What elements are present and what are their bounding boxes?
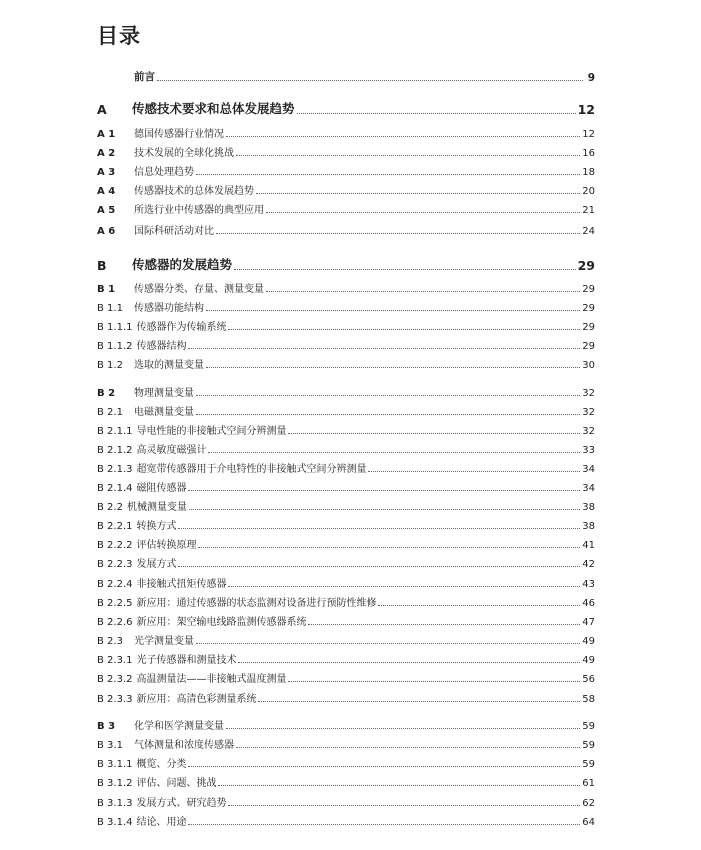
- toc-entry-label: 非接触式扭矩传感器: [136, 579, 227, 590]
- toc-entry-number: B: [97, 258, 107, 273]
- toc-entry-label: 物理测量变量: [134, 388, 194, 399]
- toc-entry[interactable]: [97, 754, 595, 770]
- dot-leader: [256, 193, 580, 194]
- dot-leader: [218, 785, 580, 786]
- toc-entry-number: A 2: [97, 148, 116, 159]
- toc-entry-number: B 1.1.1: [97, 322, 133, 333]
- toc-entry-page: 29: [582, 322, 595, 333]
- toc-entry-label: 新应用：高清色彩测量系统: [136, 694, 257, 705]
- toc-entry-page: 32: [582, 426, 595, 437]
- dot-leader: [198, 547, 580, 548]
- toc-entry-label: 机械测量变量: [126, 502, 187, 513]
- toc-entry-number: B 2: [97, 388, 116, 399]
- toc-entry[interactable]: [97, 593, 595, 609]
- toc-entry-label: 转换方式: [136, 521, 177, 532]
- toc-entry-page: 42: [582, 559, 595, 570]
- dot-leader: [188, 490, 580, 491]
- toc-entry-label: 传感技术要求和总体发展趋势: [132, 101, 295, 116]
- toc-entry-label: 高灵敏度磁强计: [136, 445, 207, 456]
- toc-entry-number: B 2.3.1: [97, 655, 133, 666]
- toc-entry-page: 20: [582, 186, 595, 197]
- toc-entry[interactable]: [97, 669, 595, 685]
- toc-entry-label: 德国传感器行业情况: [134, 129, 224, 140]
- toc-entry[interactable]: [97, 181, 595, 197]
- toc-entry-number: B 1.1: [97, 303, 123, 314]
- dot-leader: [234, 269, 576, 270]
- toc-entry-number: B 3.1: [97, 740, 123, 751]
- toc-entry[interactable]: [97, 97, 595, 117]
- dot-leader: [288, 433, 580, 434]
- toc-entry-page: 16: [582, 148, 595, 159]
- toc-entry-page: 12: [582, 129, 595, 140]
- toc-entry-number: B 1: [97, 284, 116, 295]
- toc-entry[interactable]: [97, 317, 595, 333]
- toc-entry-page: 49: [582, 636, 595, 647]
- toc-entry-page: 34: [582, 483, 595, 494]
- toc-entry-label: 传感器作为传输系统: [136, 322, 227, 333]
- toc-entry[interactable]: [97, 650, 595, 666]
- toc-entry-page: 47: [582, 617, 595, 628]
- toc-entry-page: 41: [582, 540, 595, 551]
- toc-entry[interactable]: [97, 421, 595, 437]
- toc-entry-label: 评估、问题、挑战: [136, 778, 217, 789]
- toc-entry-page: 21: [582, 205, 595, 216]
- toc-entry-number: B 1.1.2: [97, 341, 133, 352]
- toc-entry-page: 33: [582, 445, 595, 456]
- toc-entry[interactable]: [97, 459, 595, 475]
- toc-entry-number: B 3.1.3: [97, 798, 133, 809]
- toc-entry-label: 信息处理趋势: [134, 167, 194, 178]
- toc-entry-label: 超宽带传感器用于介电特性的非接触式空间分辨测量: [136, 464, 367, 475]
- page-title: 目录: [97, 24, 141, 48]
- dot-leader: [226, 728, 580, 729]
- toc-entry-label: 传感器功能结构: [134, 303, 204, 314]
- toc-entry-label: 新应用：通过传感器的状态监测对设备进行预防性维修: [136, 598, 377, 609]
- toc-entry-number: B 3.1.4: [97, 817, 133, 828]
- toc-entry-page: 9: [587, 72, 595, 84]
- toc-entry-page: 59: [582, 759, 595, 770]
- toc-entry-page: 56: [582, 674, 595, 685]
- toc-entry[interactable]: [134, 68, 595, 84]
- toc-entry-number: B 3.1.2: [97, 778, 133, 789]
- dot-leader: [266, 212, 580, 213]
- toc-entry-number: B 3: [97, 721, 116, 732]
- toc-entry-label: 新应用：架空输电线路监测传感器系统: [136, 617, 307, 628]
- toc-entry-number: B 2.2.1: [97, 521, 133, 532]
- toc-entry[interactable]: [97, 253, 595, 273]
- dot-leader: [178, 566, 580, 567]
- toc-entry-number: B 2.2.4: [97, 579, 133, 590]
- toc-entry-number: B 2.3: [97, 636, 123, 647]
- toc-entry-label: 导电性能的非接触式空间分辨测量: [136, 426, 287, 437]
- toc-entry-page: 18: [582, 167, 595, 178]
- toc-entry-number: A 1: [97, 129, 116, 140]
- toc-entry-page: 49: [582, 655, 595, 666]
- toc-entry-label: 传感器分类、存量、测量变量: [134, 284, 264, 295]
- toc-entry-number: A: [97, 102, 107, 117]
- toc-entry-label: 前言: [134, 71, 155, 83]
- toc-entry-label: 化学和医学测量变量: [134, 721, 224, 732]
- toc-entry[interactable]: [97, 716, 595, 732]
- toc-entry-page: 12: [577, 102, 595, 117]
- toc-entry-label: 光学测量变量: [134, 636, 194, 647]
- dot-leader: [196, 414, 580, 415]
- toc-entry-number: B 2.2: [97, 502, 123, 513]
- toc-entry-label: 发展方式: [136, 559, 177, 570]
- toc-entry-number: A 3: [97, 167, 116, 178]
- toc-entry-page: 43: [582, 579, 595, 590]
- toc-entry-label: 发展方式、研究趋势: [136, 798, 227, 809]
- toc-entry[interactable]: [97, 612, 595, 628]
- dot-leader: [189, 509, 580, 510]
- toc-entry-number: B 2.2.2: [97, 540, 133, 551]
- toc-entry-label: 磁阻传感器: [136, 483, 187, 494]
- toc-entry-page: 46: [582, 598, 595, 609]
- dot-leader: [297, 113, 576, 114]
- toc-entry[interactable]: [97, 516, 595, 532]
- dot-leader: [378, 605, 580, 606]
- toc-entry-label: 结论、用途: [136, 817, 187, 828]
- toc-entry-label: 选取的测量变量: [134, 360, 204, 371]
- toc-entry[interactable]: [97, 355, 595, 371]
- toc-entry-number: B 2.1.4: [97, 483, 133, 494]
- dot-leader: [188, 824, 580, 825]
- dot-leader: [236, 747, 580, 748]
- toc-entry-page: 29: [582, 341, 595, 352]
- toc-entry[interactable]: [97, 298, 595, 314]
- dot-leader: [226, 136, 580, 137]
- dot-leader: [208, 452, 580, 453]
- toc-entry[interactable]: [97, 793, 595, 809]
- toc-entry-page: 29: [582, 303, 595, 314]
- dot-leader: [368, 471, 580, 472]
- toc-entry-page: 30: [582, 360, 595, 371]
- dot-leader: [288, 681, 580, 682]
- toc-entry-page: 29: [582, 284, 595, 295]
- dot-leader: [228, 805, 580, 806]
- dot-leader: [196, 395, 580, 396]
- dot-leader: [178, 528, 580, 529]
- toc-entry[interactable]: [97, 143, 595, 159]
- toc-entry-number: B 2.2.3: [97, 559, 133, 570]
- toc-entry-number: B 2.1: [97, 407, 123, 418]
- toc-entry-number: A 6: [97, 226, 116, 237]
- toc-entry-number: B 2.3.3: [97, 694, 133, 705]
- dot-leader: [188, 348, 580, 349]
- toc-entry-label: 电磁测量变量: [134, 407, 194, 418]
- toc-entry[interactable]: [97, 402, 595, 418]
- toc-entry-number: B 3.1.1: [97, 759, 133, 770]
- dot-leader: [216, 233, 580, 234]
- toc-entry[interactable]: [97, 497, 595, 513]
- toc-entry-label: 传感器技术的总体发展趋势: [134, 186, 254, 197]
- dot-leader: [188, 766, 580, 767]
- toc-entry-page: 62: [582, 798, 595, 809]
- toc-entry[interactable]: [97, 631, 595, 647]
- toc-entry-number: B 2.1.1: [97, 426, 133, 437]
- toc-entry-page: 29: [577, 258, 595, 273]
- toc-entry-page: 32: [582, 407, 595, 418]
- toc-entry[interactable]: [97, 535, 595, 551]
- dot-leader: [258, 701, 580, 702]
- toc-entry-label: 所选行业中传感器的典型应用: [134, 205, 264, 216]
- toc-entry[interactable]: [97, 554, 595, 570]
- toc-entry-number: A 5: [97, 205, 116, 216]
- toc-entry-page: 32: [582, 388, 595, 399]
- toc-entry-number: B 2.1.3: [97, 464, 133, 475]
- toc-entry-label: 概览、分类: [136, 759, 187, 770]
- toc-entry-label: 评估转换原理: [136, 540, 197, 551]
- dot-leader: [196, 174, 580, 175]
- toc-entry-label: 气体测量和浓度传感器: [134, 740, 234, 751]
- toc-entry-label: 国际科研活动对比: [134, 226, 214, 237]
- dot-leader: [206, 310, 580, 311]
- toc-entry[interactable]: [97, 162, 595, 178]
- toc-entry[interactable]: [97, 383, 595, 399]
- toc-entry-page: 59: [582, 721, 595, 732]
- toc-entry[interactable]: [97, 336, 595, 352]
- toc-entry-page: 24: [582, 226, 595, 237]
- toc-entry-number: B 2.1.2: [97, 445, 133, 456]
- toc-entry-page: 34: [582, 464, 595, 475]
- toc-entry[interactable]: [97, 478, 595, 494]
- toc-entry-label: 高温测量法——非接触式温度测量: [136, 674, 287, 685]
- toc-entry-number: B 2.2.6: [97, 617, 133, 628]
- toc-entry-page: 58: [582, 694, 595, 705]
- toc-entry-page: 64: [582, 817, 595, 828]
- toc-entry-number: B 2.3.2: [97, 674, 133, 685]
- toc-entry-page: 38: [582, 502, 595, 513]
- toc-entry[interactable]: [97, 221, 595, 237]
- toc-entry[interactable]: [97, 735, 595, 751]
- toc-entry[interactable]: [97, 773, 595, 789]
- dot-leader: [238, 662, 580, 663]
- toc-entry[interactable]: [97, 279, 595, 295]
- toc-entry-label: 传感器结构: [136, 341, 187, 352]
- toc-entry[interactable]: [97, 574, 595, 590]
- toc-entry-label: 传感器的发展趋势: [132, 257, 233, 272]
- toc-entry-page: 38: [582, 521, 595, 532]
- toc-entry-page: 61: [582, 778, 595, 789]
- dot-leader: [308, 624, 580, 625]
- toc-entry[interactable]: [97, 689, 595, 705]
- toc-entry-page: 59: [582, 740, 595, 751]
- dot-leader: [196, 643, 580, 644]
- dot-leader: [157, 80, 583, 81]
- toc-entry-label: 技术发展的全球化挑战: [134, 148, 234, 159]
- dot-leader: [228, 329, 580, 330]
- toc-entry[interactable]: [97, 440, 595, 456]
- toc-entry-number: B 1.2: [97, 360, 123, 371]
- toc-entry-number: A 4: [97, 186, 116, 197]
- dot-leader: [228, 586, 580, 587]
- toc-entry[interactable]: [97, 124, 595, 140]
- dot-leader: [266, 291, 580, 292]
- toc-entry[interactable]: [97, 200, 595, 216]
- dot-leader: [206, 367, 580, 368]
- toc-entry-label: 光子传感器和测量技术: [136, 655, 237, 666]
- dot-leader: [236, 155, 580, 156]
- toc-entry[interactable]: [97, 812, 595, 828]
- toc-entry-number: B 2.2.5: [97, 598, 133, 609]
